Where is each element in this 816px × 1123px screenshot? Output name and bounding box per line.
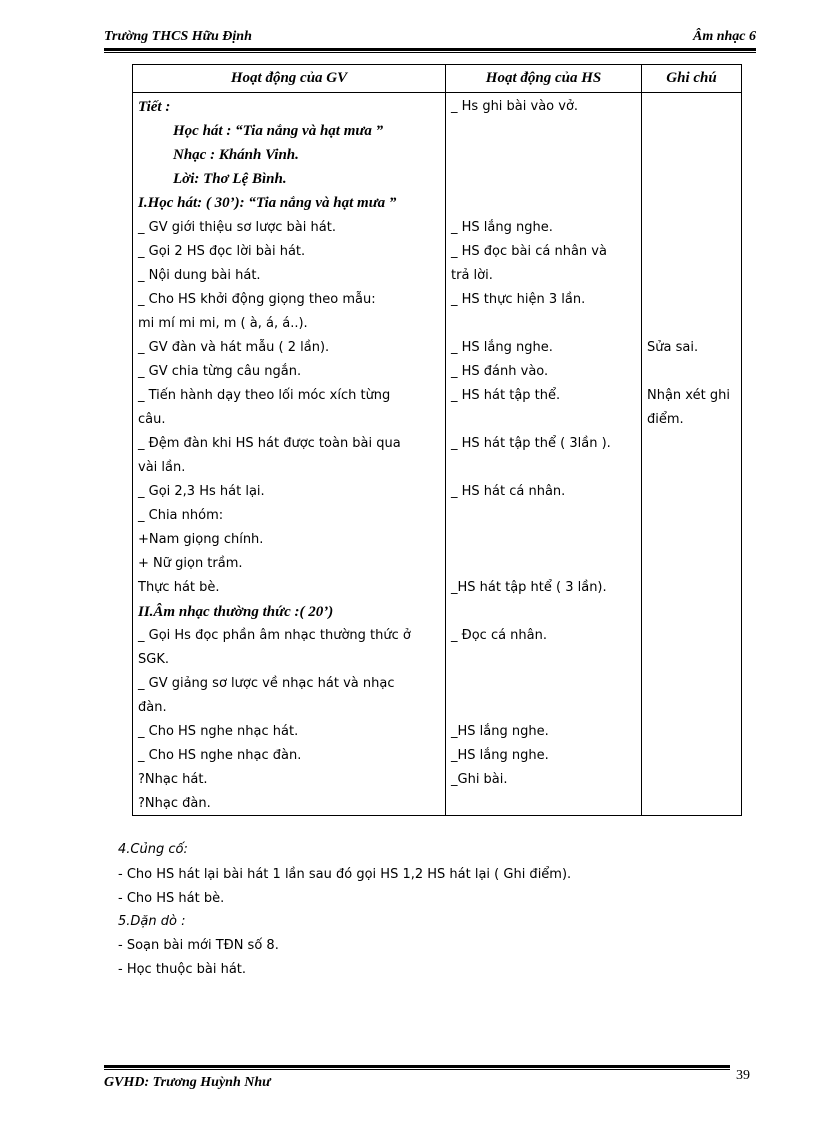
- gv-activity-line: _ Gọi 2 HS đọc lời bài hát.: [138, 244, 306, 259]
- teacher-name: GVHD: Trương Huỳnh Như: [104, 1075, 271, 1090]
- hs-activity-line: _ HS hát tập thể ( 3lần ).: [451, 436, 611, 451]
- subject-name: Âm nhạc 6: [692, 29, 756, 44]
- hs-activity-line: _HS lắng nghe.: [451, 748, 549, 763]
- gv-activity-line: mi mí mi mi, m ( à, á, á..).: [138, 316, 308, 331]
- consolidation-item: - Cho HS hát bè.: [118, 891, 225, 906]
- header-notes: Ghi chú: [642, 65, 742, 93]
- footer-rule: [104, 1065, 730, 1068]
- gv-activity-line: _ Chia nhóm:: [138, 508, 224, 523]
- homework-title: 5.Dặn dò :: [118, 914, 186, 929]
- gv-activity-line: _ GV giới thiệu sơ lược bài hát.: [138, 220, 336, 235]
- gv-activity-line: _ Đệm đàn khi HS hát được toàn bài qua: [138, 436, 401, 451]
- hs-activity-line: _ HS thực hiện 3 lần.: [451, 292, 586, 307]
- gv-activity-line: II.Âm nhạc thường thức :( 20’): [138, 604, 334, 620]
- gv-activity-line: I.Học hát: ( 30’): “Tia nắng và hạt mưa ”: [138, 195, 397, 211]
- note-line: điểm.: [647, 412, 684, 427]
- homework-item: - Học thuộc bài hát.: [118, 962, 247, 977]
- gv-activities-cell: [133, 93, 446, 816]
- gv-activity-line: Học hát : “Tia nắng và hạt mưa ”: [173, 123, 384, 139]
- gv-activity-line: _ GV chia từng câu ngắn.: [138, 364, 302, 379]
- hs-activity-line: _ Hs ghi bài vào vở.: [451, 99, 579, 114]
- gv-activity-line: _ Gọi Hs đọc phần âm nhạc thường thức ở: [138, 628, 411, 643]
- notes-cell: [642, 93, 742, 816]
- gv-activity-line: _ GV đàn và hát mẫu ( 2 lần).: [138, 340, 330, 355]
- gv-activity-line: Thực hát bè.: [138, 580, 220, 595]
- gv-activity-line: Lời: Thơ Lệ Bình.: [173, 171, 287, 187]
- consolidation-title: 4.Củng cố:: [118, 842, 188, 857]
- header-gv: Hoạt động của GV: [133, 65, 446, 93]
- hs-activities-cell: [446, 93, 642, 816]
- header-rule: [104, 48, 756, 51]
- note-line: Sửa sai.: [647, 340, 699, 355]
- gv-activity-line: _ Cho HS nghe nhạc đàn.: [138, 748, 302, 763]
- header-rule-thin: [104, 52, 756, 53]
- hs-activity-line: _Ghi bài.: [451, 772, 508, 787]
- gv-activity-line: Tiết :: [138, 99, 171, 115]
- gv-activity-line: _ Gọi 2,3 Hs hát lại.: [138, 484, 265, 499]
- consolidation-item: - Cho HS hát lại bài hát 1 lần sau đó gọi HS 1,2 HS hát lại ( Ghi điểm).: [118, 867, 572, 882]
- footer-rule-thin: [104, 1069, 730, 1070]
- gv-activity-line: ?Nhạc đàn.: [138, 796, 211, 811]
- hs-activity-line: _ HS hát tập thể.: [451, 388, 561, 403]
- hs-activity-line: _ HS đọc bài cá nhân và: [451, 244, 607, 259]
- lesson-table: [132, 64, 742, 816]
- gv-activity-line: Nhạc : Khánh Vinh.: [173, 147, 299, 163]
- gv-activity-line: câu.: [138, 412, 166, 427]
- hs-activity-line: _ HS lắng nghe.: [451, 340, 553, 355]
- gv-activity-line: _ Cho HS khởi động giọng theo mẫu:: [138, 292, 376, 307]
- hs-activity-line: _HS hát tập htể ( 3 lần).: [451, 580, 607, 595]
- gv-activity-line: +Nam giọng chính.: [138, 532, 264, 547]
- hs-activity-line: _ Đọc cá nhân.: [451, 628, 548, 643]
- homework-item: - Soạn bài mới TĐN số 8.: [118, 938, 279, 953]
- school-name: Trường THCS Hữu Định: [104, 29, 252, 44]
- hs-activity-line: _HS lắng nghe.: [451, 724, 549, 739]
- gv-activity-line: + Nữ giọn trầm.: [138, 556, 243, 571]
- gv-activity-line: vài lần.: [138, 460, 186, 475]
- page-number: 39: [736, 1068, 750, 1083]
- gv-activity-line: SGK.: [138, 652, 169, 667]
- gv-activity-line: đàn.: [138, 700, 167, 715]
- hs-activity-line: _ HS hát cá nhân.: [451, 484, 566, 499]
- header-hs: Hoạt động của HS: [446, 65, 642, 93]
- gv-activity-line: _ Tiến hành dạy theo lối móc xích từng: [138, 388, 391, 403]
- hs-activity-line: _ HS lắng nghe.: [451, 220, 553, 235]
- table-header-row: [133, 65, 742, 93]
- hs-activity-line: trả lời.: [451, 268, 493, 283]
- page-header: [104, 27, 756, 47]
- table-row: [133, 93, 742, 816]
- note-line: Nhận xét ghi: [647, 388, 730, 403]
- gv-activity-line: _ GV giảng sơ lược về nhạc hát và nhạc: [138, 676, 395, 691]
- hs-activity-line: _ HS đánh vào.: [451, 364, 549, 379]
- gv-activity-line: ?Nhạc hát.: [138, 772, 208, 787]
- gv-activity-line: _ Cho HS nghe nhạc hát.: [138, 724, 299, 739]
- gv-activity-line: _ Nội dung bài hát.: [138, 268, 261, 283]
